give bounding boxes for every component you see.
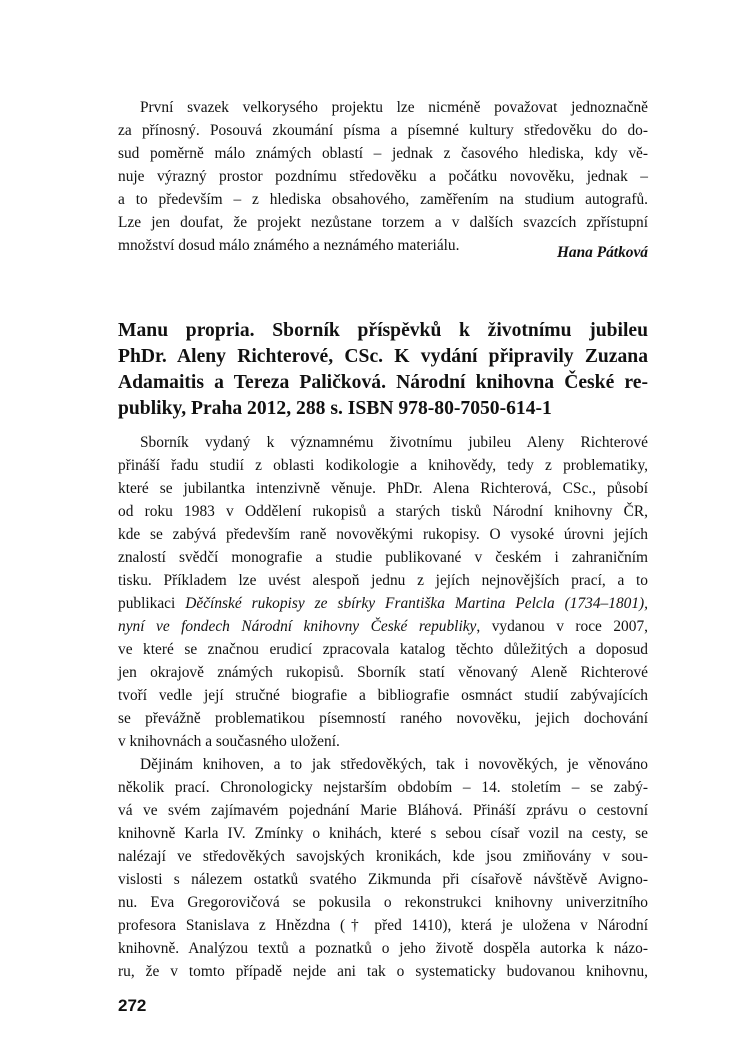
text-line: nuje výrazný prostor pozdnímu středověku a počátku novověku, jednak –	[118, 168, 648, 185]
text-line: za přínosný. Posouvá zkoumání písma a písemné kultury středověku do do-	[118, 122, 648, 139]
text-line: sud poměrně málo známých oblastí – jednak z časového hlediska, kdy vě-	[118, 145, 648, 162]
heading-line: Adamaitis a Tereza Paličková. Národní knihovna České re-	[118, 372, 648, 393]
text-line: První svazek velkorysého projektu lze nicméně považovat jednoznačně	[140, 99, 648, 116]
text-line: nu. Eva Gregorovičová se pokusila o rekonstrukci knihovny univerzitního	[118, 894, 648, 911]
book-title-italic: nyní ve fondech Národní knihovny České republiky	[118, 618, 477, 635]
text-segment: publikaci	[118, 595, 186, 612]
text-line: několik prací. Chronologicky nejstarším obdobím – 14. stoletím – se zabý-	[118, 779, 648, 796]
page-number: 272	[118, 996, 147, 1015]
text-line: které se jubilantka intenzivně věnuje. PhDr. Alena Richterová, CSc., působí	[118, 480, 648, 497]
text-line: knihovně Karla IV. Zmínky o knihách, které s sebou císař vozil na cesty, se	[118, 825, 648, 842]
text-line: vá ve svém zajímavém pojednání Marie Bláhová. Přináší zprávu o cestovní	[118, 802, 648, 819]
text-line: a to především – z hlediska obsahového, zaměřením na studium autografů.	[118, 191, 648, 208]
heading-line: Manu propria. Sborník příspěvků k životnímu jubileu	[118, 320, 648, 341]
text-line: Dějinám knihoven, a to jak středověkých, tak i novověkých, je věnováno	[140, 756, 648, 773]
text-line: vislosti s nálezem ostatků svatého Zikmunda při císařově návštěvě Avigno-	[118, 871, 648, 888]
text-line	[118, 594, 648, 614]
text-line: se převážně problematikou písemností raného novověku, jejich dochování	[118, 710, 648, 727]
heading-line: publiky, Praha 2012, 288 s. ISBN 978-80-7050-614-1	[118, 398, 552, 419]
text-line: ve které se značnou erudicí zpracovala katalog těchto důležitých a doposud	[118, 641, 648, 658]
text-line: v knihovnách a současného uložení.	[118, 733, 340, 750]
text-segment: , vydanou v roce 2007,	[476, 618, 648, 635]
text-line: množství dosud málo známého a neznámého materiálu.	[118, 237, 460, 254]
text-line: Lze jen doufat, že projekt nezůstane torzem a v dalších svazcích zpřístupní	[118, 214, 648, 231]
text-line: od roku 1983 v Oddělení rukopisů a starých tisků Národní knihovny ČR,	[118, 503, 648, 520]
text-line: profesora Stanislava z Hnězdna († před 1410), která je uložena v Národní	[118, 917, 648, 934]
text-line: nalézají ve středověkých savojských kronikách, kde jsou zmiňovány v sou-	[118, 848, 648, 865]
text-line: jen okrajově známých rukopisů. Sborník statí věnovaný Aleně Richterové	[118, 664, 648, 681]
text-line: znalostí svědčí monografie a studie publikované v českém i zahraničním	[118, 549, 648, 566]
text-line: Sborník vydaný k významnému životnímu jubileu Aleny Richterové	[140, 434, 648, 451]
text-line: přináší řadu studií z oblasti kodikologie a knihovědy, tedy z problematiky,	[118, 457, 648, 474]
book-title-italic: Děčínské rukopisy ze sbírky Františka Martina Pelcla (1734–1801),	[185, 595, 648, 612]
review-author-signature: Hana Pátková	[556, 244, 648, 261]
heading-line: PhDr. Aleny Richterové, CSc. K vydání připravily Zuzana	[118, 346, 648, 367]
text-line: ru, že v tomto případě nejde ani tak o systematicky budovanou knihovnu,	[118, 963, 648, 980]
text-line: knihovně. Analýzou textů a poznatků o jeho životě dospěla autorka k názo-	[118, 940, 648, 957]
text-line: tisku. Příkladem lze uvést alespoň jednu z jejích nejnovějších prací, a to	[118, 572, 648, 589]
text-line	[118, 617, 648, 637]
text-line: kde se zabývá především raně novověkými rukopisy. O vysoké úrovni jejích	[118, 526, 648, 543]
text-line: tvoří vedle její stručné biografie a bibliografie osmnáct studií zabývajících	[118, 687, 648, 704]
